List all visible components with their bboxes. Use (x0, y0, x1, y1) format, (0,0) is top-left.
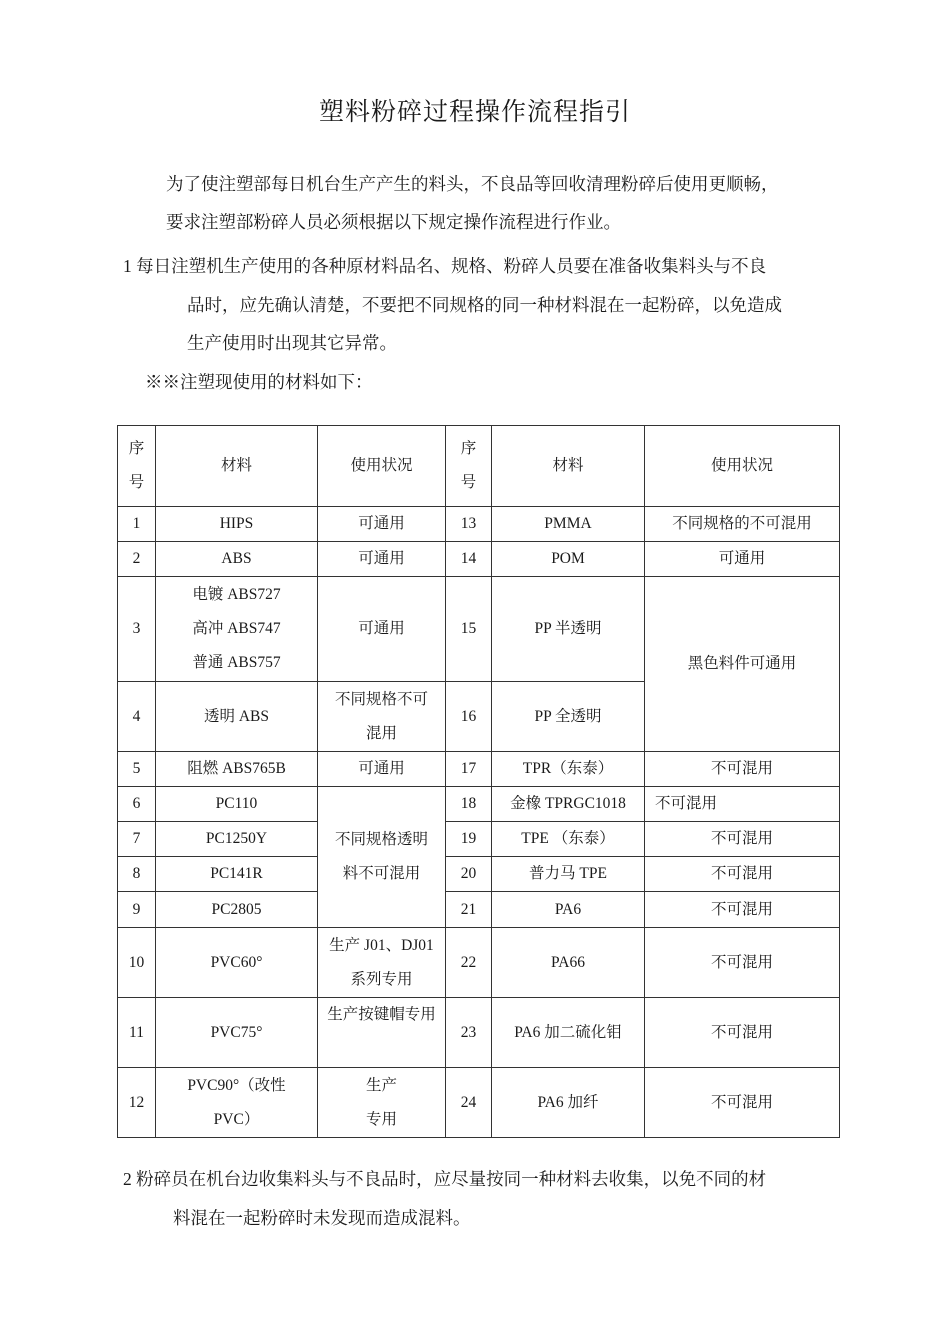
header-seq-left: 序 号 (118, 426, 156, 507)
cell-material: 透明 ABS (156, 682, 318, 752)
item1-line-3: 生产使用时出现其它异常。 (187, 333, 397, 353)
cell-seq: 20 (446, 857, 492, 892)
cell-material: PA6 加纤 (492, 1068, 645, 1138)
cell-material: PP 全透明 (492, 682, 645, 752)
item1-line-2: 品时，应先确认清楚，不要把不同规格的同一种材料混在一起粉碎，以免造成 (187, 295, 782, 315)
cell-status: 生产 专用 (318, 1068, 446, 1138)
table-row (118, 787, 840, 822)
item2-line-1: 2 粉碎员在机台边收集料头与不良品时，应尽量按同一种材料去收集，以免不同的材 (123, 1169, 767, 1189)
cell-material: PA6 加二硫化钼 (492, 998, 645, 1068)
intro-line-1: 为了使注塑部每日机台生产产生的料头，不良品等回收清理粉碎后使用更顺畅， (166, 174, 779, 194)
cell-material: ABS (156, 542, 318, 577)
materials-table (117, 425, 840, 1138)
cell-seq: 6 (118, 787, 156, 822)
cell-material: PVC90°（改性 PVC） (156, 1068, 318, 1138)
cell-status: 不可混用 (645, 892, 840, 928)
cell-seq: 16 (446, 682, 492, 752)
cell-material: PC110 (156, 787, 318, 822)
cell-status: 生产按键帽专用 (318, 998, 446, 1068)
cell-seq: 10 (118, 928, 156, 998)
item1-line-1: 1 每日注塑机生产使用的各种原材料品名、规格、粉碎人员要在准备收集料头与不良 (123, 256, 767, 276)
cell-status: 不同规格不可 混用 (318, 682, 446, 752)
cell-seq: 1 (118, 507, 156, 542)
cell-status: 不可混用 (645, 787, 840, 822)
table-row (118, 752, 840, 787)
header-material-right: 材料 (492, 426, 645, 507)
cell-material: PA6 (492, 892, 645, 928)
header-seq-right: 序 号 (446, 426, 492, 507)
cell-status: 不可混用 (645, 857, 840, 892)
cell-material: TPE （东泰） (492, 822, 645, 857)
header-status-right: 使用状况 (645, 426, 840, 507)
cell-material: PVC60° (156, 928, 318, 998)
cell-seq: 15 (446, 577, 492, 682)
cell-seq: 19 (446, 822, 492, 857)
cell-seq: 7 (118, 822, 156, 857)
item2-line-2: 料混在一起粉碎时未发现而造成混料。 (173, 1208, 471, 1228)
cell-status: 生产 J01、DJ01 系列专用 (318, 928, 446, 998)
cell-material: PP 半透明 (492, 577, 645, 682)
cell-status: 不可混用 (645, 998, 840, 1068)
cell-material: HIPS (156, 507, 318, 542)
cell-status-merged: 黑色料件可通用 (645, 577, 840, 752)
cell-status: 不可混用 (645, 752, 840, 787)
cell-seq: 23 (446, 998, 492, 1068)
table-row (118, 822, 840, 857)
cell-seq: 8 (118, 857, 156, 892)
table-header-row (118, 426, 840, 507)
cell-seq: 22 (446, 928, 492, 998)
cell-material: PC2805 (156, 892, 318, 928)
table-row (118, 507, 840, 542)
document-title: 塑料粉碎过程操作流程指引 (318, 99, 631, 126)
cell-seq: 18 (446, 787, 492, 822)
cell-material: TPR（东泰） (492, 752, 645, 787)
cell-status-merged: 不同规格透明 料不可混用 (318, 787, 446, 928)
cell-seq: 17 (446, 752, 492, 787)
cell-material: PVC75° (156, 998, 318, 1068)
cell-seq: 9 (118, 892, 156, 928)
table-row (118, 928, 840, 998)
cell-material: PMMA (492, 507, 645, 542)
table-row (118, 998, 840, 1068)
table-row (118, 1068, 840, 1138)
cell-status: 可通用 (318, 507, 446, 542)
cell-seq: 13 (446, 507, 492, 542)
cell-seq: 12 (118, 1068, 156, 1138)
materials-note: ※※注塑现使用的材料如下： (145, 372, 373, 392)
cell-material: 金橡 TPRGC1018 (492, 787, 645, 822)
cell-material: 电镀 ABS727 高冲 ABS747 普通 ABS757 (156, 577, 318, 682)
cell-material: PA66 (492, 928, 645, 998)
cell-seq: 3 (118, 577, 156, 682)
table-row (118, 577, 840, 682)
intro-line-2: 要求注塑部粉碎人员必须根据以下规定操作流程进行作业。 (166, 212, 621, 232)
cell-status: 可通用 (645, 542, 840, 577)
header-material-left: 材料 (156, 426, 318, 507)
cell-status: 不可混用 (645, 822, 840, 857)
cell-status: 不可混用 (645, 1068, 840, 1138)
table-row (118, 542, 840, 577)
header-status-left: 使用状况 (318, 426, 446, 507)
cell-status: 可通用 (318, 752, 446, 787)
cell-seq: 14 (446, 542, 492, 577)
cell-material: 普力马 TPE (492, 857, 645, 892)
table-row (118, 857, 840, 892)
cell-status: 不可混用 (645, 928, 840, 998)
cell-status: 不同规格的不可混用 (645, 507, 840, 542)
cell-seq: 2 (118, 542, 156, 577)
cell-seq: 11 (118, 998, 156, 1068)
cell-status: 可通用 (318, 542, 446, 577)
cell-status: 可通用 (318, 577, 446, 682)
cell-seq: 21 (446, 892, 492, 928)
cell-material: PC1250Y (156, 822, 318, 857)
cell-seq: 5 (118, 752, 156, 787)
table-row (118, 892, 840, 928)
cell-material: POM (492, 542, 645, 577)
cell-material: 阻燃 ABS765B (156, 752, 318, 787)
cell-seq: 24 (446, 1068, 492, 1138)
cell-material: PC141R (156, 857, 318, 892)
cell-seq: 4 (118, 682, 156, 752)
